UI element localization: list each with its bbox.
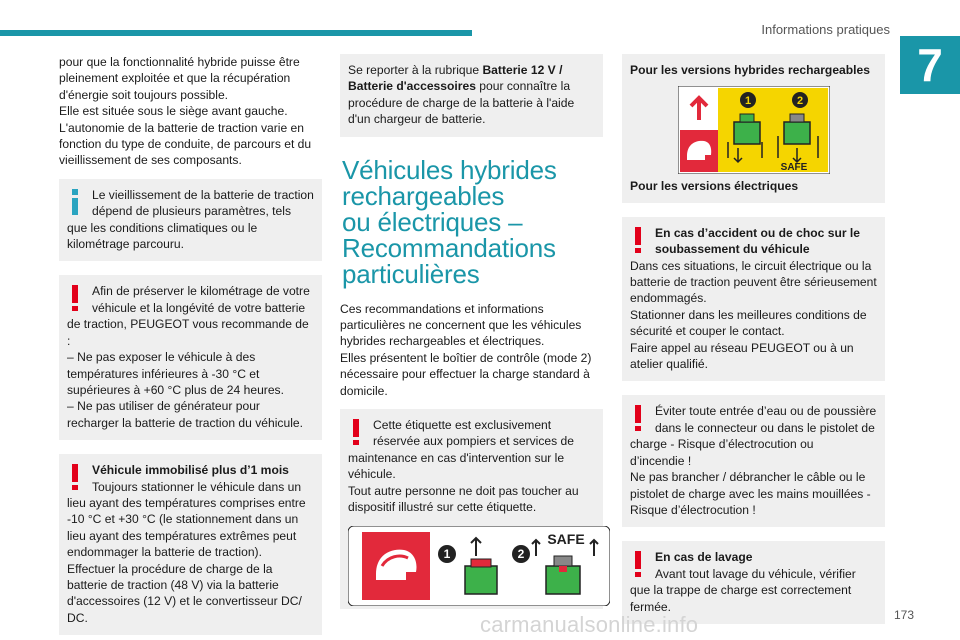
text-line: DC. xyxy=(67,610,88,625)
label-number-2: 2 xyxy=(517,546,525,561)
text-line: domicile. xyxy=(340,383,388,398)
text-line: Le vieillissement de la batterie de traction xyxy=(92,187,314,202)
text-line: d’incendie ! xyxy=(630,453,692,468)
page-number: 173 xyxy=(893,608,914,622)
text-line: températures inférieures à -30 °C et xyxy=(67,366,260,381)
info-icon xyxy=(69,189,82,215)
text-line: Cette étiquette est exclusivement xyxy=(373,418,552,433)
text-line: Dans ces situations, le circuit électrique ou la xyxy=(630,258,872,273)
text-line: procédure de charge de la batterie à l'aide xyxy=(348,95,575,110)
label-number-1: 1 xyxy=(744,95,751,108)
warning-title: En cas d’accident ou de choc sur le xyxy=(655,225,860,240)
text-line: Elle est située sous le siège avant gauche. xyxy=(59,104,288,119)
firefighter-label-image xyxy=(348,526,610,606)
intro-text xyxy=(59,54,322,179)
text-line: dans le connecteur ou dans le pistolet de xyxy=(655,420,875,435)
text-line: Ne pas brancher / débrancher le câble ou le xyxy=(630,470,866,485)
label-safe-text: SAFE xyxy=(780,162,807,174)
text-line: fermée. xyxy=(630,599,671,614)
section-title: Informations pratiques xyxy=(761,22,890,37)
text-line: réservée aux pompiers et services de xyxy=(373,434,574,449)
text-line: endommager la batterie de traction). xyxy=(67,545,262,560)
safety-label-image xyxy=(678,86,830,174)
text-line: pistolet de charge avec les mains mouillées - xyxy=(630,486,871,501)
text-line: pleinement exploitée et que la récupération xyxy=(59,71,291,86)
text-line: Effectuer la procédure de charge de la xyxy=(67,561,273,576)
text-line: atelier qualifié. xyxy=(630,357,708,372)
text-line: batterie de traction (48 V) via la batterie xyxy=(67,577,279,592)
body-text xyxy=(340,301,603,409)
text-line: maintenance en cas d'intervention sur le xyxy=(348,450,565,465)
text-line: – Ne pas utiliser de générateur pour xyxy=(67,399,260,414)
warning-icon xyxy=(632,551,645,577)
warning-icon xyxy=(632,227,645,253)
text-line: -10 °C et +30 °C (le stationnement dans un xyxy=(67,512,299,527)
warning-icon xyxy=(69,285,82,311)
text-line: Batterie d'accessoires pour connaître la xyxy=(348,79,571,94)
warning-title: En cas de lavage xyxy=(655,550,753,565)
reference-box xyxy=(340,54,603,137)
warning-title: Véhicule immobilisé plus d’1 mois xyxy=(92,463,289,478)
header-accent-bar xyxy=(0,30,472,36)
section-heading: Véhicules hybrides rechargeables ou électriques – Recommandations particulières xyxy=(342,154,557,289)
text-line: nécessaire pour effectuer la charge standard à xyxy=(340,367,590,382)
warning-box xyxy=(622,395,885,527)
text-line: véhicule. xyxy=(348,467,396,482)
chapter-tab: 7 xyxy=(900,36,960,94)
text-line: que les conditions climatiques ou le xyxy=(67,220,258,235)
text-line: : xyxy=(67,333,71,348)
text-line: charge - Risque d’électrocution ou xyxy=(630,437,814,452)
text-line: Se reporter à la rubrique Batterie 12 V / xyxy=(348,63,563,77)
text-line: fonction du type de conduite, de parcours et du xyxy=(59,137,312,152)
text-line: Risque d’électrocution ! xyxy=(630,502,756,517)
text-line: d'accessoires (12 V) et le convertisseur DC/ xyxy=(67,594,302,609)
warning-box xyxy=(59,275,322,440)
info-box xyxy=(59,179,322,262)
caption: Pour les versions hybrides rechargeables xyxy=(630,63,870,77)
text-line: pour que la fonctionnalité hybride puisse être xyxy=(59,55,300,69)
text-line: recharger la batterie de traction du véhicule. xyxy=(67,415,303,430)
text-line: lieu ayant des températures extrêmes peut xyxy=(67,528,297,543)
column-3 xyxy=(622,54,885,636)
text-line: L'autonomie de la batterie de traction varie en xyxy=(59,120,305,135)
text-line: batterie de traction peuvent être sérieusement xyxy=(630,275,877,290)
label-safe-text: SAFE xyxy=(547,530,585,547)
text-line: véhicule et la longévité de votre batterie xyxy=(92,300,306,315)
text-line: supérieures à +60 °C plus de 24 heures. xyxy=(67,382,284,397)
warning-box xyxy=(340,409,603,609)
text-line: Stationner dans les meilleures conditions de xyxy=(630,307,867,322)
label-box xyxy=(622,54,885,203)
caption: Pour les versions électriques xyxy=(630,179,799,194)
label-number-2: 2 xyxy=(796,95,803,108)
text-line: dépend de plusieurs paramètres, tels xyxy=(92,204,291,219)
text-line: kilométrage parcouru. xyxy=(67,237,184,252)
text-line: Elles présentent le boîtier de contrôle (mode 2) xyxy=(340,350,592,365)
text-line: lieu ayant des températures comprises entre xyxy=(67,495,306,510)
text-line: Toujours stationner le véhicule dans un xyxy=(92,479,302,494)
warning-title: soubassement du véhicule xyxy=(655,242,810,257)
text-line: particulières ne concernent que les véhicules xyxy=(340,318,582,333)
watermark: carmanualsonline.info xyxy=(480,612,699,637)
text-line: sécurité et couper le contact. xyxy=(630,324,785,339)
text-line: que la trappe de charge est correctement xyxy=(630,583,852,598)
text-line: Tout autre personne ne doit pas toucher au xyxy=(348,483,579,498)
column-2 xyxy=(340,54,603,621)
warning-icon xyxy=(350,419,363,445)
label-number-1: 1 xyxy=(443,546,451,561)
text-line: endommagés. xyxy=(630,291,707,306)
warning-box xyxy=(622,217,885,382)
text-line: de traction, PEUGEOT vous recommande de xyxy=(67,317,309,332)
text-line: Éviter toute entrée d’eau ou de poussière xyxy=(655,404,877,419)
text-line: Ces recommandations et informations xyxy=(340,301,544,316)
text-line: Avant tout lavage du véhicule, vérifier xyxy=(655,566,856,581)
warning-box xyxy=(59,454,322,635)
text-line: d'énergie soit toujours possible. xyxy=(59,87,229,102)
text-line: dispositif illustré sur cette étiquette. xyxy=(348,500,537,515)
text-line: hybrides rechargeables et électriques. xyxy=(340,334,545,349)
column-1 xyxy=(59,54,322,640)
text-line: vieillissement de ses composants. xyxy=(59,153,242,168)
text-line: d'un chargeur de batterie. xyxy=(348,112,486,127)
warning-icon xyxy=(632,405,645,431)
text-line: Faire appel au réseau PEUGEOT ou à un xyxy=(630,340,854,355)
warning-icon xyxy=(69,464,82,490)
text-line: Afin de préserver le kilométrage de votre xyxy=(92,284,310,299)
text-line: – Ne pas exposer le véhicule à des xyxy=(67,350,256,365)
